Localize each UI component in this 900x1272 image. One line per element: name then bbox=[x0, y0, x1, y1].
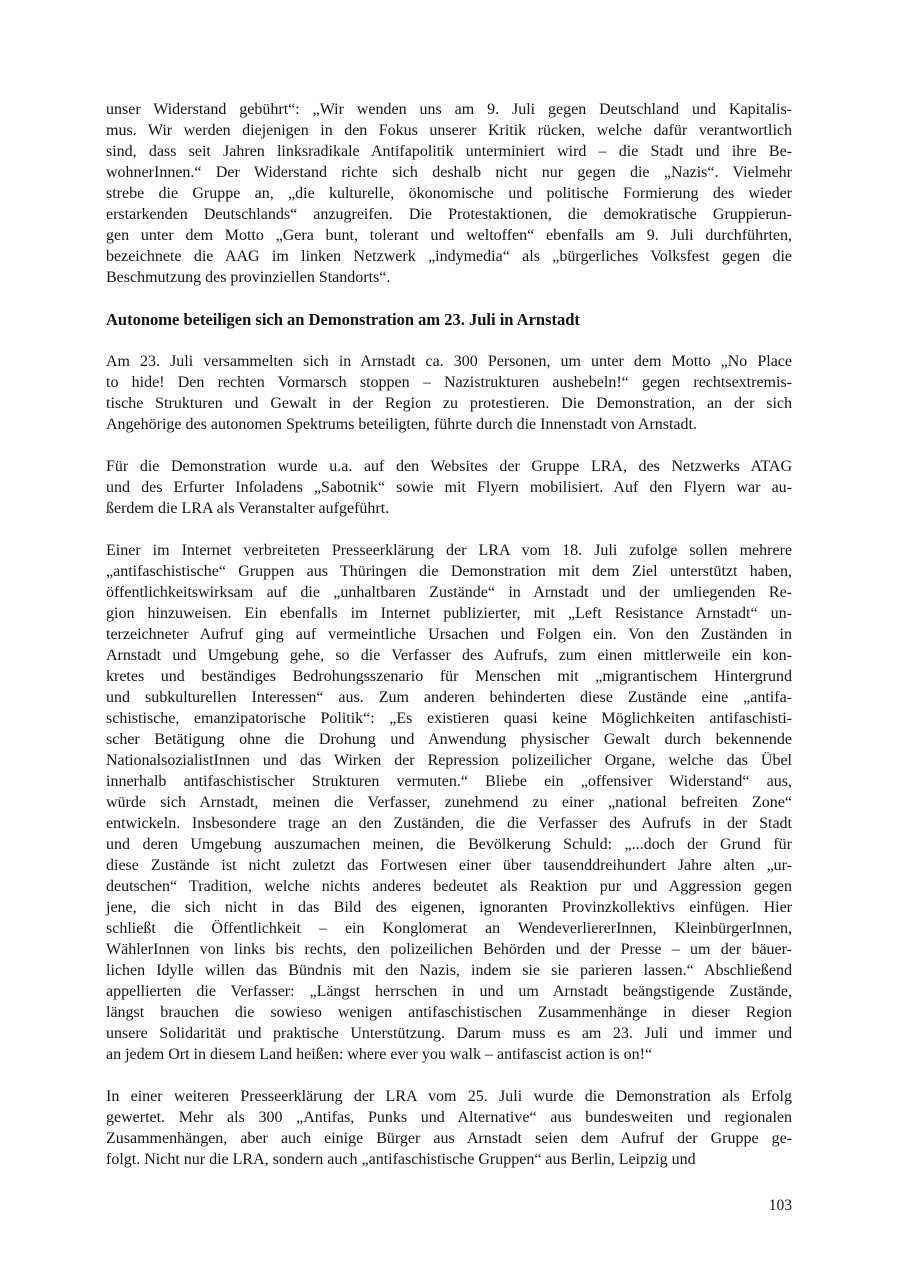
text-line: scher Betätigung ohne die Drohung und Anwendung physischer Gewalt durch bekennende bbox=[106, 731, 792, 748]
text-line: an jedem Ort in diesem Land heißen: where ever you walk – antifascist action is on!“ bbox=[106, 1046, 653, 1063]
text-line: Beschmutzung des provinziellen Standorts“. bbox=[106, 269, 391, 286]
text-line: Einer im Internet verbreiteten Presseerklärung der LRA vom 18. Juli zufolge sollen mehrere bbox=[106, 542, 792, 559]
text-line: In einer weiteren Presseerklärung der LRA vom 25. Juli wurde die Demonstration als Erfolg bbox=[106, 1088, 792, 1105]
text-line: appellierten die Verfasser: „Längst herrschen in und um Arnstadt beängstigende Zustände, bbox=[106, 983, 792, 1000]
paragraph bbox=[106, 351, 792, 435]
text-line: gion hinzuweisen. Ein ebenfalls im Internet publizierter, mit „Left Resistance Arnstadt“ un- bbox=[106, 605, 792, 622]
text-line: tische Strukturen und Gewalt in der Region zu protestieren. Die Demonstration, an der sich bbox=[106, 395, 792, 412]
text-line: to hide! Den rechten Vormarsch stoppen – Nazistrukturen aushebeln!“ gegen rechtsextremis- bbox=[106, 374, 792, 391]
paragraph bbox=[106, 540, 792, 1065]
text-line: bezeichnete die AAG im linken Netzwerk „indymedia“ als „bürgerliches Volksfest gegen die bbox=[106, 248, 792, 265]
text-line: lichen Idylle willen das Bündnis mit den Nazis, indem sie sie parieren lassen.“ Abschließend bbox=[106, 962, 792, 979]
text-block bbox=[106, 99, 792, 1170]
text-line: würde sich Arnstadt, meinen die Verfasser, zunehmend zu einer „national befreiten Zone“ bbox=[106, 794, 792, 811]
text-line: entwickeln. Insbesondere trage an den Zuständen, die die Verfasser des Aufrufs in der Stadt bbox=[106, 815, 792, 832]
text-line: schließt die Öffentlichkeit – ein Konglomerat an WendeverliererInnen, KleinbürgerInnen, bbox=[106, 920, 792, 937]
text-line: Am 23. Juli versammelten sich in Arnstadt ca. 300 Personen, um unter dem Motto „No Place bbox=[106, 353, 792, 370]
text-line: NationalsozialistInnen und das Wirken der Repression polizeilicher Organe, welche das Übel bbox=[106, 752, 792, 769]
paragraph bbox=[106, 456, 792, 519]
text-line: Zusammenhängen, aber auch einige Bürger aus Arnstadt seien dem Aufruf der Gruppe ge- bbox=[106, 1130, 792, 1147]
text-line: mus. Wir werden diejenigen in den Fokus unserer Kritik rücken, welche dafür verantwortlich bbox=[106, 122, 792, 139]
text-line: Angehörige des autonomen Spektrums beteiligten, führte durch die Innenstadt von Arnstadt. bbox=[106, 416, 697, 433]
text-line: und deren Umgebung auszumachen meinen, die Bevölkerung Schuld: „...doch der Grund für bbox=[106, 836, 792, 853]
text-line: folgt. Nicht nur die LRA, sondern auch „antifaschistische Gruppen“ aus Berlin, Leipzig und bbox=[106, 1151, 696, 1168]
text-line: öffentlichkeitswirksam auf die „unhaltbaren Zustände“ in Arnstadt und der umliegenden Re- bbox=[106, 584, 792, 601]
text-line: terzeichneter Aufruf ging auf vermeintliche Ursachen und Folgen ein. Von den Zuständen in bbox=[106, 626, 792, 643]
text-line: und subkulturellen Interessen“ aus. Zum anderen behinderten diese Zustände eine „antifa- bbox=[106, 689, 792, 706]
text-line: Für die Demonstration wurde u.a. auf den Websites der Gruppe LRA, des Netzwerks ATAG bbox=[106, 458, 792, 475]
text-line: WählerInnen von links bis rechts, den polizeilichen Behörden und der Presse – um der bäuer- bbox=[106, 941, 792, 958]
text-line: längst brauchen die sowieso wenigen antifaschistischen Zusammenhänge in dieser Region bbox=[106, 1004, 792, 1021]
text-line: schistische, emanzipatorische Politik“: „Es existieren quasi keine Möglichkeiten antifaschisti- bbox=[106, 710, 792, 727]
text-line: erstarkenden Deutschlands“ anzugreifen. Die Protestaktionen, die demokratische Gruppierun- bbox=[106, 206, 792, 223]
section-heading: Autonome beteiligen sich an Demonstration am 23. Juli in Arnstadt bbox=[106, 310, 580, 329]
paragraph bbox=[106, 99, 792, 288]
text-line: ßerdem die LRA als Veranstalter aufgeführt. bbox=[106, 500, 390, 517]
paragraph bbox=[106, 1086, 792, 1170]
text-line: innerhalb antifaschistischer Strukturen vermuten.“ Bliebe ein „offensiver Widerstand“ aus, bbox=[106, 773, 792, 790]
text-line: deutschen“ Tradition, welche nichts anderes bedeutet als Reaktion pur und Aggression gegen bbox=[106, 878, 792, 895]
text-line: und des Erfurter Infoladens „Sabotnik“ sowie mit Flyern mobilisiert. Auf den Flyern war au- bbox=[106, 479, 792, 496]
text-line: unsere Solidarität und praktische Unterstützung. Darum muss es am 23. Juli und immer und bbox=[106, 1025, 792, 1042]
text-line: wohnerInnen.“ Der Widerstand richte sich deshalb nicht nur gegen die „Nazis“. Vielmehr bbox=[106, 164, 792, 181]
page-number: 103 bbox=[768, 1197, 792, 1214]
text-line: kretes und beständiges Bedrohungsszenario für Menschen mit „migrantischem Hintergrund bbox=[106, 668, 792, 685]
text-line: Arnstadt und Umgebung gehe, so die Verfasser des Aufrufs, zum einen mittlerweile ein kon- bbox=[106, 647, 792, 664]
text-line: jene, die sich nicht in das Bild des eigenen, ignoranten Provinzkollektivs einfügen. Hier bbox=[106, 899, 792, 916]
text-line: gen unter dem Motto „Gera bunt, tolerant und weltoffen“ ebenfalls am 9. Juli durchführten, bbox=[106, 227, 792, 244]
text-line: strebe die Gruppe an, „die kulturelle, ökonomische und politische Formierung des wieder bbox=[106, 185, 792, 202]
text-line: „antifaschistische“ Gruppen aus Thüringen die Demonstration mit dem Ziel unterstützt haben, bbox=[106, 563, 792, 580]
text-line: unser Widerstand gebührt“: „Wir wenden uns am 9. Juli gegen Deutschland und Kapitalis- bbox=[106, 101, 792, 118]
text-line: gewertet. Mehr als 300 „Antifas, Punks und Alternative“ aus bundesweiten und regionalen bbox=[106, 1109, 792, 1126]
text-line: sind, dass seit Jahren linksradikale Antifapolitik unterminiert wird – die Stadt und ihre Be- bbox=[106, 143, 792, 160]
text-line: diese Zustände ist nicht zuletzt das Fortwesen einer über tausenddreihundert Jahre alten „ur- bbox=[106, 857, 792, 874]
